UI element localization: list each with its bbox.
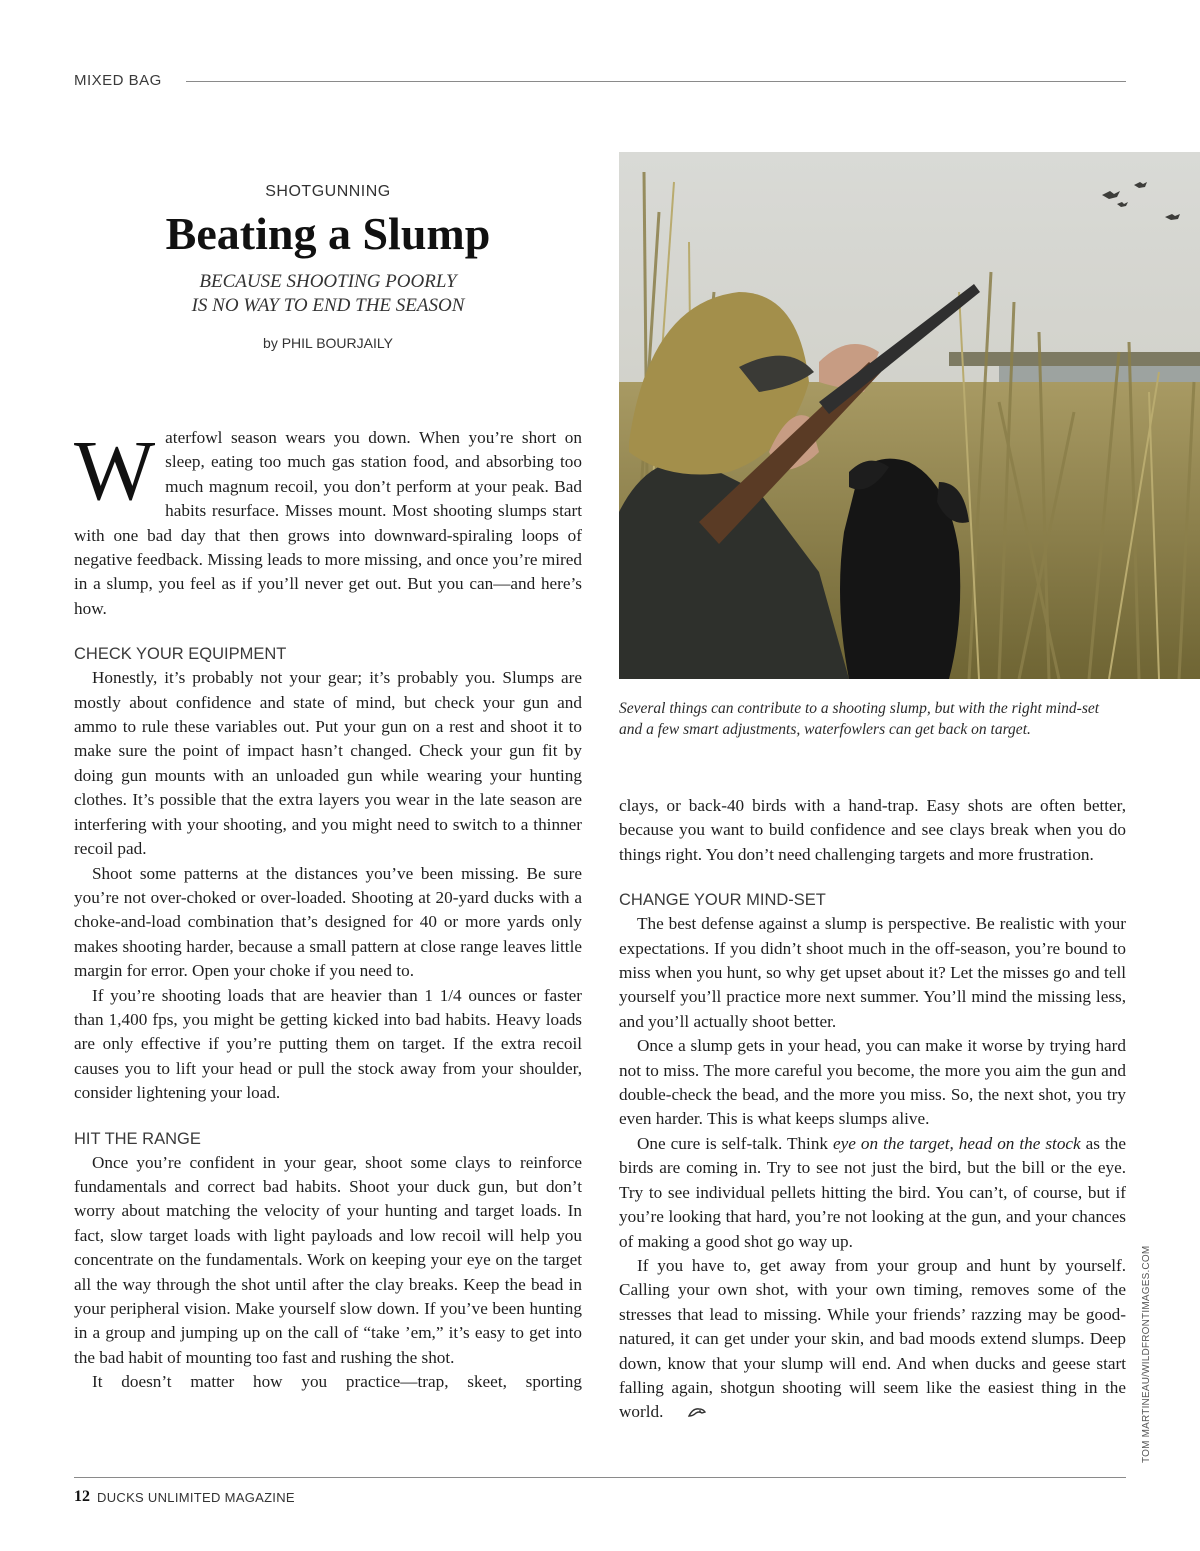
article-dek [74, 270, 582, 318]
header-rule [186, 81, 1126, 82]
hunter-dog-photo [619, 152, 1200, 679]
photo-credit-text: TOM MARTINEAU/WILDFRONTIMAGES.COM [1141, 1245, 1152, 1463]
body-paragraph [619, 1254, 1126, 1427]
photo-caption: Several things can contribute to a shooting slump, but with the right mind-set and a few smart adjustments, waterfowlers can get back on target. [619, 700, 1100, 738]
body-paragraph: If you’re shooting loads that are heavier than 1 1/4 ounces or faster than 1,400 fps, you might be getting kicked into bad habits. Heavy loads are only effective if you’re putting them on target. If the extra recoil causes you to lift your head or pull the stock away from your shoulder, consider lightening your load. [74, 985, 582, 1103]
publication-name: DUCKS UNLIMITED MAGAZINE [97, 1490, 295, 1505]
article-title: Beating a Slump [165, 208, 491, 259]
body-paragraph: Honestly, it’s probably not your gear; it’s probably you. Slumps are mostly about confidence and state of mind, but check your gun and ammo to rule these variables out. Put your gun on a rest and shoot it to make sure the point of impact hasn’t changed. Check your gun fit by doing gun mounts with an unloaded gun while wearing your hunting clothes. It’s possible that the extra layers you wear in the late season are interfering with your shooting, and you might need to switch to a thinner recoil pad. [74, 668, 582, 859]
subhead-change-mindset: CHANGE YOUR MIND-SET [619, 891, 826, 910]
body-paragraph: The best defense against a slump is perspective. Be realistic with your expectations. If you didn’t shoot much in the off-season, you’re bound to miss when you hunt, so why get upset about it? Let the misses go and tell yourself you’ll practice more next summer. You’ll mind the missing less, and you’ll actually shoot better. [619, 914, 1126, 1031]
photo-credit [1135, 1245, 1155, 1463]
body-text: as the birds are coming in. Try to see not just the bird, but the bill or the eye. Try to see individual pellets hitting the bird. You can’t, of course, but if you’re looking that hard, you’re not looking at the gun, and your chances of making a good shot go way up. [619, 1133, 1126, 1251]
article-kicker: SHOTGUNNING [265, 183, 391, 200]
subhead-hit-range: HIT THE RANGE [74, 1129, 201, 1148]
page-number: 12 [74, 1488, 90, 1505]
subhead-check-equipment: CHECK YOUR EQUIPMENT [74, 645, 287, 664]
body-text: One cure is self-talk. Think [637, 1133, 834, 1153]
body-paragraph: Once a slump gets in your head, you can make it worse by trying hard not to miss. The more careful you become, the more you aim the gun and double-check the bead, and the more you miss. So, the next shot, you try even harder. This is what keeps slumps alive. [619, 1036, 1126, 1129]
body-paragraph [619, 1132, 1126, 1254]
photo-illustration [619, 152, 1200, 679]
body-paragraph: Shoot some patterns at the distances you’ve been missing. Be sure you’re not over-choked or over-loaded. Shooting at 20-yard ducks with a choke-and-load combination that’s designed for 40 or more yards only makes shooting harder, because a small pattern at close range leaves little margin for error. Open your choke if you need to. [74, 863, 582, 981]
body-paragraph: clays, or back-40 birds with a hand-trap. Easy shots are often better, because you want to build confidence and see clays break when you do things right. You don’t need challenging targets and more frustration. [619, 796, 1126, 864]
running-head: MIXED BAG [74, 72, 162, 89]
body-paragraph: Once you’re confident in your gear, shoot some clays to reinforce fundamentals and correct bad habits. Shoot your duck gun, but don’t worry about matching the velocity of your hunting and target loads. In fact, slow target loads with light payloads and low recoil will help you concentrate on the fundamentals. Work on keeping your eye on the target all the way through the shot until after the clay breaks. Keep the bead in your peripheral vision. Make yourself slow down. If you’ve been hunting in a group and jumping up on the call of “take ’em,” it’s easy to get into the bad habit of mounting too fast and rushing the shot. [74, 1152, 582, 1367]
body-column-right [619, 794, 1126, 1427]
body-paragraph: It doesn’t matter how you practice—trap, skeet, sporting [92, 1372, 582, 1392]
byline: by PHIL BOURJAILY [263, 335, 393, 351]
emphasis-text: eye on the target, head on the stock [833, 1133, 1081, 1153]
body-text: If you have to, get away from your group and hunt by yourself. Calling your own shot, with your own timing, removes some of the stresses that lead to missing. While your friends’ razzing may be good-natured, it can get under your skin, and bad moods extend slumps. Deep down, know that your slump will end. And when ducks and geese start falling again, shotgun shooting will seem like the easiest thing in the world. [619, 1255, 1126, 1422]
dek-line: IS NO WAY TO END THE SEASON [191, 295, 465, 316]
duck-head-icon [669, 1402, 707, 1426]
footer-rule [74, 1477, 1126, 1478]
dek-line: BECAUSE SHOOTING POORLY [199, 271, 457, 292]
body-column-left [74, 422, 582, 1395]
drop-cap: W [74, 422, 156, 518]
intro-paragraph [74, 422, 582, 621]
intro-text: aterfowl season wears you down. When you’re short on sleep, eating too much gas station food, and absorbing too much magnum recoil, you don’t perform at your peak. Bad habits resurface. Misses mount. Most shooting slumps start with one bad day that then grows into downward-spiraling loops of negative feedback. Missing leads to more missing, and once you’re mired in a slump, you feel as if you’ll never get out. But you can—and here’s how. [74, 428, 582, 618]
